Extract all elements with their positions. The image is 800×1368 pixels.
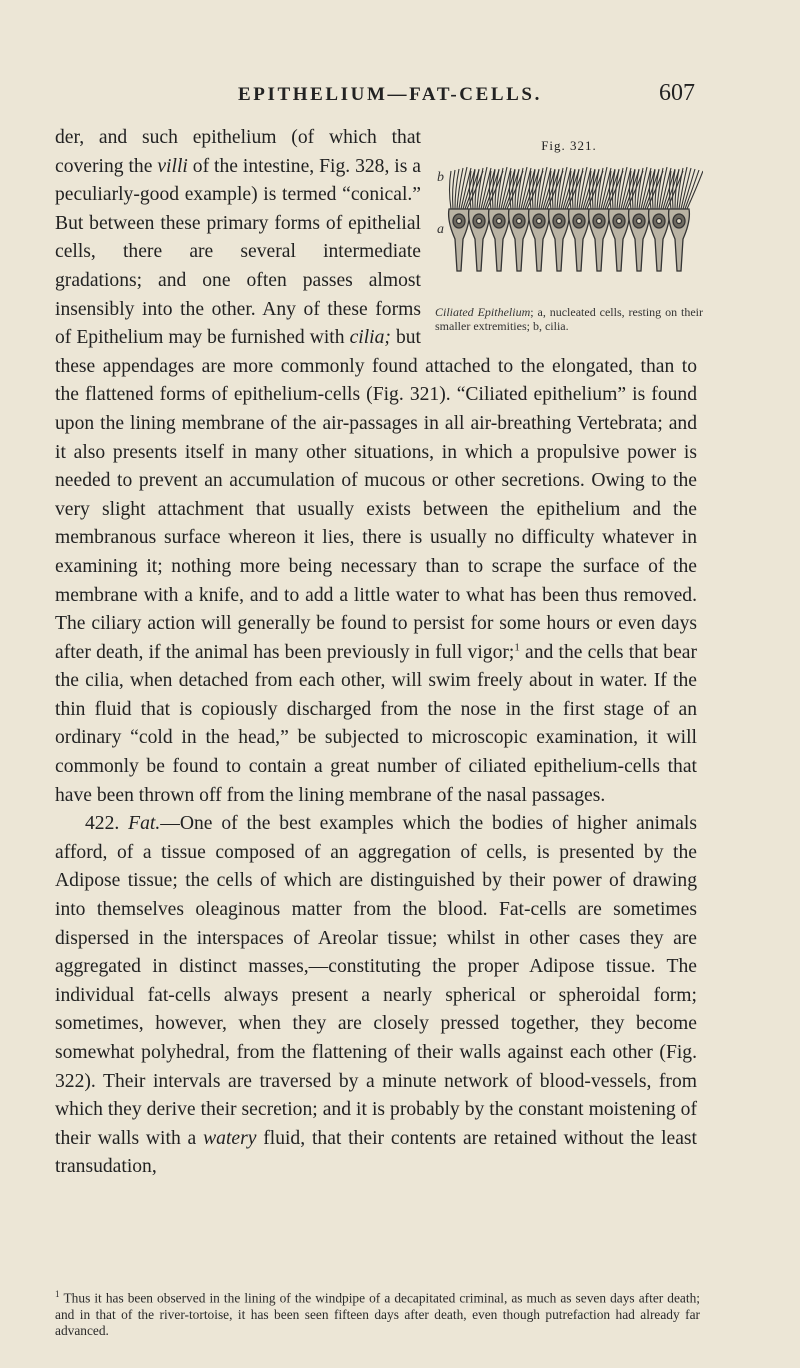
figure-label: Fig. 321. bbox=[541, 138, 597, 153]
figure-caption bbox=[435, 305, 703, 333]
italic-villi: villi bbox=[157, 155, 188, 177]
italic-watery: watery bbox=[203, 1127, 257, 1149]
section-heading: Fat. bbox=[128, 813, 161, 835]
text-run: —One of the best examples which the bodies of higher animals afford, of a tissue composed of an aggregation of cells, is presented by the Adipose tissue; the cells of which are distinguished by their power of drawing into themselves oleaginous matter from the blood. Fat-cells are sometimes dispersed in the interspaces of Areolar tissue; whilst in other cases they are aggregated in distinct masses,—constituting the proper Adipose tissue. The individual fat-cells always present a nearly spherical or spheroidal form; sometimes, however, when they are closely pressed together, they become somewhat polyhedral, from the flattening of their walls against each other (Fig. 322). Their intervals are traversed by a minute network of blood-vessels, from which they derive their secretion; and it is probably by the constant moistening of their walls with a bbox=[55, 813, 698, 1149]
figure-letter-a: a bbox=[437, 222, 444, 237]
footnote-mark: 1 bbox=[55, 1289, 60, 1299]
figure-letter-b: b bbox=[437, 170, 444, 185]
footnote-text: Thus it has been observed in the lining of the windpipe of a decapitated criminal, as much as seven days after death; and in that of the river-tortoise, it has been seen fifteen days after death, even though putrefaction had already far advanced. bbox=[55, 1290, 700, 1339]
text-run: der, and such epithelium (of which that covering the bbox=[55, 127, 421, 177]
italic-cilia: cilia; bbox=[349, 327, 391, 349]
footnote bbox=[55, 1286, 700, 1340]
text-run: of the intestine, Fig. 328, is a peculiarly-good example) is termed “conical.” But between these primary forms of epithelial cells, there are several intermediate gradations; and one often passes almost insensibly into the other. Any of these forms of Epithelium may be furnished with bbox=[55, 155, 421, 349]
figure-caption-rest: ; a, nucleated cells, resting on their smaller extremities; b, cilia. bbox=[435, 305, 704, 333]
text-run: but these appendages are more commonly found attached to the elongated, than to the flattened forms of epithelium-cells (Fig. 321). “Ciliated epithelium” is found upon the lining membrane of the air-passages in all air-breathing Vertebrata; and it also presents itself in many other situations, in which a propulsive power is needed to prevent an accumulation of mucous or other secretions. Owing to the very slight attachment that usually exists between the epithelium and the membranous surface whereon it lies, there is usually no difficulty whatever in examining it; nothing more being necessary than to scrape the surface of the membrane with a knife, and to add a little water to what has been thus removed. The ciliary action will generally be found to persist for some hours or even days after death, if the animal has been previously in full vigor; bbox=[55, 327, 697, 663]
ciliated-epithelium-illustration bbox=[435, 159, 703, 299]
page-number: 607 bbox=[659, 80, 695, 106]
paragraph-fat bbox=[55, 810, 697, 1182]
body-text bbox=[55, 124, 704, 1182]
text-run: and the cells that bear the cilia, when detached from each other, will swim freely about in water. If the thin fluid that is copiously discharged from the nose in the first stage of an ordinary “cold in the head,” be subjected to microscopic examination, it will commonly be found to contain a great number of ciliated epithelium-cells that have been thrown off from the lining membrane of the nasal passages. bbox=[55, 641, 697, 806]
figure-321 bbox=[435, 139, 703, 333]
footnote-reference: 1 bbox=[514, 641, 520, 654]
running-title: EPITHELIUM—FAT-CELLS. bbox=[238, 84, 542, 105]
figure-caption-title: Ciliated Epithelium bbox=[435, 305, 531, 319]
section-number: 422. bbox=[85, 813, 129, 835]
running-head bbox=[0, 80, 800, 112]
text-run: fluid, that their contents are retained without the least transudation, bbox=[55, 1127, 697, 1178]
